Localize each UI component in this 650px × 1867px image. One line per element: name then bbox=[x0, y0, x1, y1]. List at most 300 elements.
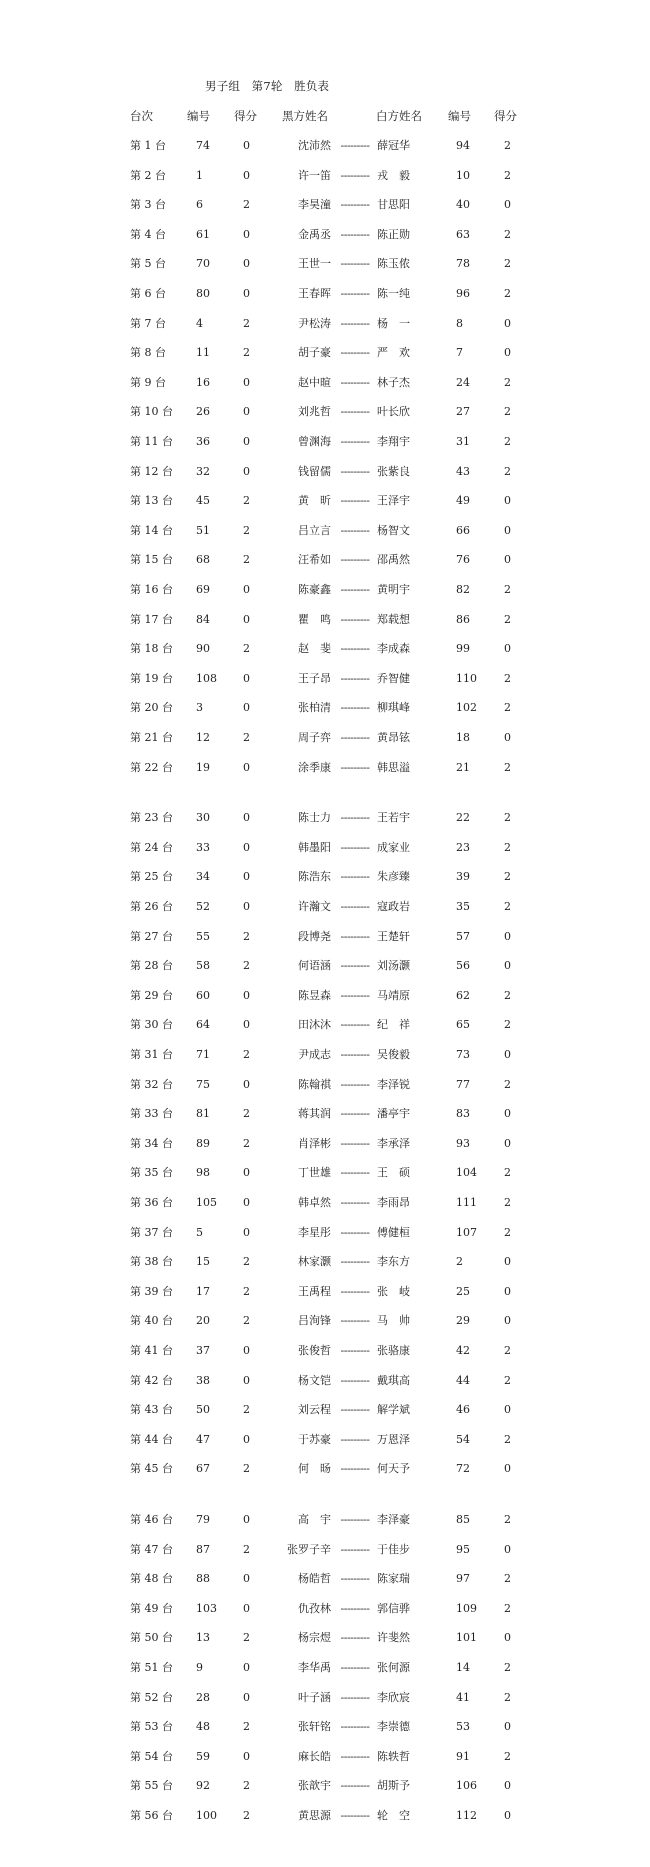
black-number: 59 bbox=[196, 1749, 210, 1763]
black-name: 杨皓哲 bbox=[298, 1572, 331, 1586]
separator: --------- bbox=[340, 1513, 370, 1526]
black-name: 韩卓然 bbox=[298, 1196, 331, 1209]
black-name: 赵 斐 bbox=[298, 642, 331, 656]
white-score: 2 bbox=[504, 612, 511, 626]
white-name: 张紫良 bbox=[377, 464, 410, 478]
black-score: 2 bbox=[243, 731, 250, 744]
black-name: 叶子涵 bbox=[298, 1690, 331, 1704]
table-cell: 第 9 台 bbox=[130, 375, 166, 389]
white-name: 李成森 bbox=[377, 642, 410, 656]
black-score: 0 bbox=[243, 1196, 250, 1209]
white-number: 18 bbox=[456, 731, 470, 744]
white-number: 83 bbox=[456, 1107, 470, 1121]
white-name: 陈家瑞 bbox=[377, 1572, 410, 1586]
white-number: 56 bbox=[456, 959, 470, 973]
white-name: 马 帅 bbox=[377, 1314, 410, 1328]
table-row bbox=[0, 1162, 650, 1184]
separator: --------- bbox=[340, 346, 370, 360]
white-number: 57 bbox=[456, 929, 470, 943]
white-score: 0 bbox=[504, 1255, 511, 1269]
white-name: 李雨昂 bbox=[377, 1196, 410, 1209]
white-name: 王 硕 bbox=[377, 1166, 410, 1180]
black-score: 0 bbox=[243, 760, 250, 774]
header-white-score: 得分 bbox=[494, 109, 517, 123]
white-score: 0 bbox=[504, 523, 511, 537]
separator: --------- bbox=[340, 701, 370, 715]
white-name: 轮 空 bbox=[377, 1809, 410, 1822]
black-score: 2 bbox=[243, 1779, 250, 1793]
white-number: 85 bbox=[456, 1513, 470, 1526]
separator: --------- bbox=[340, 1403, 370, 1417]
white-number: 7 bbox=[456, 346, 463, 360]
black-name: 李华禹 bbox=[298, 1661, 331, 1674]
white-number: 44 bbox=[456, 1373, 470, 1387]
white-score: 0 bbox=[504, 1720, 511, 1734]
table-row bbox=[0, 372, 650, 394]
header-white-no: 编号 bbox=[448, 109, 471, 123]
table-row bbox=[0, 1568, 650, 1590]
black-number: 84 bbox=[196, 612, 210, 626]
table-row bbox=[0, 1044, 650, 1066]
table-cell: 第 48 台 bbox=[130, 1572, 173, 1586]
black-score: 0 bbox=[243, 1601, 250, 1615]
black-number: 37 bbox=[196, 1344, 210, 1357]
white-score: 2 bbox=[504, 1373, 511, 1387]
white-name: 林子杰 bbox=[377, 375, 410, 389]
black-number: 3 bbox=[196, 701, 203, 715]
black-score: 2 bbox=[243, 346, 250, 360]
table-row bbox=[0, 668, 650, 690]
white-score: 2 bbox=[504, 1225, 511, 1239]
table-cell: 第 17 台 bbox=[130, 612, 173, 626]
black-score: 0 bbox=[243, 900, 250, 913]
table-row bbox=[0, 1399, 650, 1421]
black-name: 曾渊海 bbox=[298, 435, 331, 448]
black-name: 赵中暄 bbox=[298, 375, 331, 389]
black-score: 0 bbox=[243, 1166, 250, 1180]
separator: --------- bbox=[340, 1432, 370, 1446]
table-row bbox=[0, 520, 650, 542]
white-number: 43 bbox=[456, 464, 470, 478]
table-cell: 第 56 台 bbox=[130, 1809, 173, 1822]
separator: --------- bbox=[340, 1284, 370, 1298]
black-score: 0 bbox=[243, 375, 250, 389]
white-name: 郭信骅 bbox=[377, 1601, 410, 1615]
white-name: 张骆康 bbox=[377, 1344, 410, 1357]
white-score: 0 bbox=[504, 1631, 511, 1645]
table-cell: 第 30 台 bbox=[130, 1018, 173, 1032]
table-row bbox=[0, 638, 650, 660]
black-number: 100 bbox=[196, 1809, 217, 1822]
black-name: 李昊潼 bbox=[298, 198, 331, 212]
black-number: 19 bbox=[196, 760, 210, 774]
black-name: 张歆宇 bbox=[298, 1779, 331, 1793]
black-name: 王春晖 bbox=[298, 287, 331, 300]
black-name: 黄思源 bbox=[298, 1809, 331, 1822]
white-number: 40 bbox=[456, 198, 470, 212]
black-score: 2 bbox=[243, 1136, 250, 1150]
header-black-name: 黑方姓名 bbox=[282, 109, 328, 123]
white-name: 郑载想 bbox=[377, 612, 410, 626]
black-number: 68 bbox=[196, 553, 210, 567]
table-row bbox=[0, 1598, 650, 1620]
white-name: 薛冠华 bbox=[377, 139, 410, 152]
page-title: 男子组 第7轮 胜负表 bbox=[205, 79, 330, 93]
separator: --------- bbox=[340, 198, 370, 212]
table-cell: 第 47 台 bbox=[130, 1542, 173, 1556]
separator: --------- bbox=[340, 1601, 370, 1615]
white-name: 李翔宇 bbox=[377, 435, 410, 448]
table-row bbox=[0, 1429, 650, 1451]
black-number: 32 bbox=[196, 464, 210, 478]
black-number: 67 bbox=[196, 1462, 210, 1476]
black-name: 丁世雄 bbox=[298, 1166, 331, 1180]
table-row bbox=[0, 1281, 650, 1303]
table-row bbox=[0, 224, 650, 246]
black-score: 0 bbox=[243, 840, 250, 854]
black-name: 麻长皓 bbox=[298, 1749, 331, 1763]
table-cell: 第 49 台 bbox=[130, 1601, 173, 1615]
white-number: 62 bbox=[456, 988, 470, 1002]
white-number: 102 bbox=[456, 701, 477, 715]
white-score: 0 bbox=[504, 1048, 511, 1061]
table-row bbox=[0, 866, 650, 888]
separator: --------- bbox=[340, 1344, 370, 1357]
black-number: 34 bbox=[196, 870, 210, 884]
black-name: 王禹程 bbox=[298, 1284, 331, 1298]
black-name: 何语涵 bbox=[298, 959, 331, 973]
white-number: 46 bbox=[456, 1403, 470, 1417]
black-score: 0 bbox=[243, 1432, 250, 1446]
white-number: 95 bbox=[456, 1542, 470, 1556]
white-number: 93 bbox=[456, 1136, 470, 1150]
black-name: 陈浩东 bbox=[298, 870, 331, 884]
white-name: 杨 一 bbox=[377, 316, 410, 330]
black-number: 105 bbox=[196, 1196, 217, 1209]
black-name: 陈豪鑫 bbox=[298, 583, 331, 596]
black-score: 2 bbox=[243, 959, 250, 973]
table-row bbox=[0, 1458, 650, 1480]
table-cell: 第 28 台 bbox=[130, 959, 173, 973]
table-cell: 第 6 台 bbox=[130, 287, 166, 300]
table-row bbox=[0, 313, 650, 335]
white-score: 2 bbox=[504, 287, 511, 300]
black-score: 0 bbox=[243, 1749, 250, 1763]
white-name: 戎 毅 bbox=[377, 168, 410, 182]
table-cell: 第 18 台 bbox=[130, 642, 173, 656]
white-score: 2 bbox=[504, 1166, 511, 1180]
black-number: 9 bbox=[196, 1661, 203, 1674]
table-cell: 第 36 台 bbox=[130, 1196, 173, 1209]
separator: --------- bbox=[340, 227, 370, 241]
separator: --------- bbox=[340, 1542, 370, 1556]
black-name: 王子昂 bbox=[298, 671, 331, 685]
white-name: 解学斌 bbox=[377, 1403, 410, 1417]
white-score: 2 bbox=[504, 1077, 511, 1091]
white-score: 2 bbox=[504, 1601, 511, 1615]
black-name: 周子弈 bbox=[298, 731, 331, 744]
black-number: 50 bbox=[196, 1403, 210, 1417]
table-cell: 第 50 台 bbox=[130, 1631, 173, 1645]
white-number: 29 bbox=[456, 1314, 470, 1328]
table-cell: 第 16 台 bbox=[130, 583, 173, 596]
white-number: 35 bbox=[456, 900, 470, 913]
table-cell: 第 26 台 bbox=[130, 900, 173, 913]
separator: --------- bbox=[340, 760, 370, 774]
table-row bbox=[0, 1222, 650, 1244]
black-number: 81 bbox=[196, 1107, 210, 1121]
table-cell: 第 52 台 bbox=[130, 1690, 173, 1704]
black-score: 2 bbox=[243, 1542, 250, 1556]
separator: --------- bbox=[340, 287, 370, 300]
black-number: 74 bbox=[196, 139, 210, 152]
white-score: 2 bbox=[504, 227, 511, 241]
black-number: 13 bbox=[196, 1631, 210, 1645]
separator: --------- bbox=[340, 168, 370, 182]
black-name: 张柏清 bbox=[298, 701, 331, 715]
white-number: 41 bbox=[456, 1690, 470, 1704]
table-cell: 第 20 台 bbox=[130, 701, 173, 715]
white-score: 2 bbox=[504, 168, 511, 182]
white-score: 0 bbox=[504, 1136, 511, 1150]
white-score: 2 bbox=[504, 760, 511, 774]
separator: --------- bbox=[340, 929, 370, 943]
table-cell: 第 35 台 bbox=[130, 1166, 173, 1180]
white-number: 65 bbox=[456, 1018, 470, 1032]
white-number: 73 bbox=[456, 1048, 470, 1061]
separator: --------- bbox=[340, 642, 370, 656]
table-cell: 第 29 台 bbox=[130, 988, 173, 1002]
white-score: 2 bbox=[504, 1196, 511, 1209]
black-name: 林家灏 bbox=[298, 1255, 331, 1269]
white-name: 傅健桓 bbox=[377, 1225, 410, 1239]
white-name: 李东方 bbox=[377, 1255, 410, 1269]
white-score: 2 bbox=[504, 405, 511, 419]
table-row bbox=[0, 135, 650, 157]
white-name: 于佳步 bbox=[377, 1542, 410, 1556]
table-cell: 第 42 台 bbox=[130, 1373, 173, 1387]
black-name: 肖泽彬 bbox=[298, 1136, 331, 1150]
white-number: 22 bbox=[456, 811, 470, 825]
white-score: 0 bbox=[504, 929, 511, 943]
white-score: 2 bbox=[504, 870, 511, 884]
black-number: 33 bbox=[196, 840, 210, 854]
separator: --------- bbox=[340, 1077, 370, 1091]
black-number: 75 bbox=[196, 1077, 210, 1091]
black-number: 15 bbox=[196, 1255, 210, 1269]
black-name: 陈翰祺 bbox=[298, 1077, 331, 1091]
separator: --------- bbox=[340, 1196, 370, 1209]
table-row bbox=[0, 837, 650, 859]
white-number: 14 bbox=[456, 1661, 470, 1674]
separator: --------- bbox=[340, 1136, 370, 1150]
separator: --------- bbox=[340, 375, 370, 389]
white-number: 99 bbox=[456, 642, 470, 656]
white-name: 许斐然 bbox=[377, 1631, 410, 1645]
black-score: 2 bbox=[243, 929, 250, 943]
table-row bbox=[0, 283, 650, 305]
table-cell: 第 43 台 bbox=[130, 1403, 173, 1417]
table-row bbox=[0, 1657, 650, 1679]
table-cell: 第 3 台 bbox=[130, 198, 166, 212]
white-number: 31 bbox=[456, 435, 470, 448]
white-number: 97 bbox=[456, 1572, 470, 1586]
table-row bbox=[0, 165, 650, 187]
table-row bbox=[0, 490, 650, 512]
black-number: 48 bbox=[196, 1720, 210, 1734]
white-number: 10 bbox=[456, 168, 470, 182]
white-score: 2 bbox=[504, 988, 511, 1002]
table-cell: 第 54 台 bbox=[130, 1749, 173, 1763]
black-score: 0 bbox=[243, 1225, 250, 1239]
table-cell: 第 32 台 bbox=[130, 1077, 173, 1091]
table-row bbox=[0, 1251, 650, 1273]
black-number: 80 bbox=[196, 287, 210, 300]
separator: --------- bbox=[340, 840, 370, 854]
white-number: 27 bbox=[456, 405, 470, 419]
white-name: 陈轶哲 bbox=[377, 1749, 410, 1763]
white-number: 78 bbox=[456, 257, 470, 271]
black-name: 刘兆哲 bbox=[298, 405, 331, 419]
black-number: 70 bbox=[196, 257, 210, 271]
black-score: 0 bbox=[243, 701, 250, 715]
black-number: 92 bbox=[196, 1779, 210, 1793]
separator: --------- bbox=[340, 257, 370, 271]
white-name: 李泽锐 bbox=[377, 1077, 410, 1091]
black-score: 0 bbox=[243, 139, 250, 152]
white-name: 纪 祥 bbox=[377, 1018, 410, 1032]
table-row bbox=[0, 697, 650, 719]
separator: --------- bbox=[340, 523, 370, 537]
black-score: 2 bbox=[243, 1284, 250, 1298]
separator: --------- bbox=[340, 671, 370, 685]
separator: --------- bbox=[340, 1690, 370, 1704]
black-number: 11 bbox=[196, 346, 210, 360]
black-name: 王世一 bbox=[298, 257, 331, 271]
black-score: 2 bbox=[243, 523, 250, 537]
white-name: 李欣宸 bbox=[377, 1690, 410, 1704]
black-name: 蒋其润 bbox=[298, 1107, 331, 1121]
white-number: 8 bbox=[456, 316, 463, 330]
table-cell: 第 1 台 bbox=[130, 139, 166, 152]
black-name: 高 宇 bbox=[298, 1513, 331, 1526]
white-score: 0 bbox=[504, 553, 511, 567]
white-number: 104 bbox=[456, 1166, 477, 1180]
separator: --------- bbox=[340, 1373, 370, 1387]
white-score: 0 bbox=[504, 1779, 511, 1793]
table-cell: 第 14 台 bbox=[130, 523, 173, 537]
black-score: 2 bbox=[243, 1809, 250, 1822]
separator: --------- bbox=[340, 1572, 370, 1586]
black-score: 2 bbox=[243, 1314, 250, 1328]
separator: --------- bbox=[340, 1314, 370, 1328]
separator: --------- bbox=[340, 1048, 370, 1061]
table-row bbox=[0, 194, 650, 216]
black-score: 2 bbox=[243, 1107, 250, 1121]
black-score: 0 bbox=[243, 1572, 250, 1586]
table-cell: 第 45 台 bbox=[130, 1462, 173, 1476]
separator: --------- bbox=[340, 731, 370, 744]
white-number: 107 bbox=[456, 1225, 477, 1239]
white-number: 49 bbox=[456, 494, 470, 508]
black-name: 韩墨阳 bbox=[298, 840, 331, 854]
table-row bbox=[0, 1014, 650, 1036]
white-score: 2 bbox=[504, 583, 511, 596]
table-cell: 第 34 台 bbox=[130, 1136, 173, 1150]
white-name: 陈玉侬 bbox=[377, 257, 410, 271]
white-number: 96 bbox=[456, 287, 470, 300]
black-number: 38 bbox=[196, 1373, 210, 1387]
table-row bbox=[0, 1192, 650, 1214]
black-number: 28 bbox=[196, 1690, 210, 1704]
table-cell: 第 37 台 bbox=[130, 1225, 173, 1239]
table-cell: 第 33 台 bbox=[130, 1107, 173, 1121]
table-row bbox=[0, 1716, 650, 1738]
white-name: 王楚轩 bbox=[377, 929, 410, 943]
black-number: 52 bbox=[196, 900, 210, 913]
white-score: 2 bbox=[504, 1690, 511, 1704]
table-row bbox=[0, 1687, 650, 1709]
black-score: 2 bbox=[243, 642, 250, 656]
separator: --------- bbox=[340, 316, 370, 330]
black-name: 尹成志 bbox=[298, 1048, 331, 1061]
separator: --------- bbox=[340, 811, 370, 825]
white-number: 82 bbox=[456, 583, 470, 596]
white-number: 94 bbox=[456, 139, 470, 152]
white-name: 杨智文 bbox=[377, 523, 410, 537]
white-score: 2 bbox=[504, 1018, 511, 1032]
black-number: 88 bbox=[196, 1572, 210, 1586]
white-number: 101 bbox=[456, 1631, 477, 1645]
white-number: 109 bbox=[456, 1601, 477, 1615]
white-score: 2 bbox=[504, 1572, 511, 1586]
table-cell: 第 31 台 bbox=[130, 1048, 173, 1061]
white-name: 胡斯予 bbox=[377, 1779, 410, 1793]
table-row bbox=[0, 955, 650, 977]
white-score: 0 bbox=[504, 494, 511, 508]
table-row bbox=[0, 727, 650, 749]
black-score: 0 bbox=[243, 405, 250, 419]
black-number: 89 bbox=[196, 1136, 210, 1150]
white-score: 2 bbox=[504, 435, 511, 448]
white-name: 潘亭宇 bbox=[377, 1107, 410, 1121]
white-score: 0 bbox=[504, 1462, 511, 1476]
black-score: 2 bbox=[243, 1048, 250, 1061]
black-name: 涂季康 bbox=[298, 760, 331, 774]
white-score: 2 bbox=[504, 1661, 511, 1674]
separator: --------- bbox=[340, 1631, 370, 1645]
table-cell: 第 19 台 bbox=[130, 671, 173, 685]
table-cell: 第 41 台 bbox=[130, 1344, 173, 1357]
white-score: 0 bbox=[504, 731, 511, 744]
table-cell: 第 46 台 bbox=[130, 1513, 173, 1526]
black-name: 瞿 鸣 bbox=[298, 612, 331, 626]
black-name: 张俊哲 bbox=[298, 1344, 331, 1357]
white-name: 黄昂铉 bbox=[377, 731, 410, 744]
table-row bbox=[0, 579, 650, 601]
black-score: 2 bbox=[243, 494, 250, 508]
table-row bbox=[0, 342, 650, 364]
separator: --------- bbox=[340, 435, 370, 448]
black-score: 0 bbox=[243, 287, 250, 300]
white-number: 42 bbox=[456, 1344, 470, 1357]
black-score: 0 bbox=[243, 227, 250, 241]
separator: --------- bbox=[340, 405, 370, 419]
black-score: 0 bbox=[243, 1661, 250, 1674]
black-number: 1 bbox=[196, 168, 203, 182]
black-name: 刘云程 bbox=[298, 1403, 331, 1417]
black-name: 许瀚文 bbox=[298, 900, 331, 913]
